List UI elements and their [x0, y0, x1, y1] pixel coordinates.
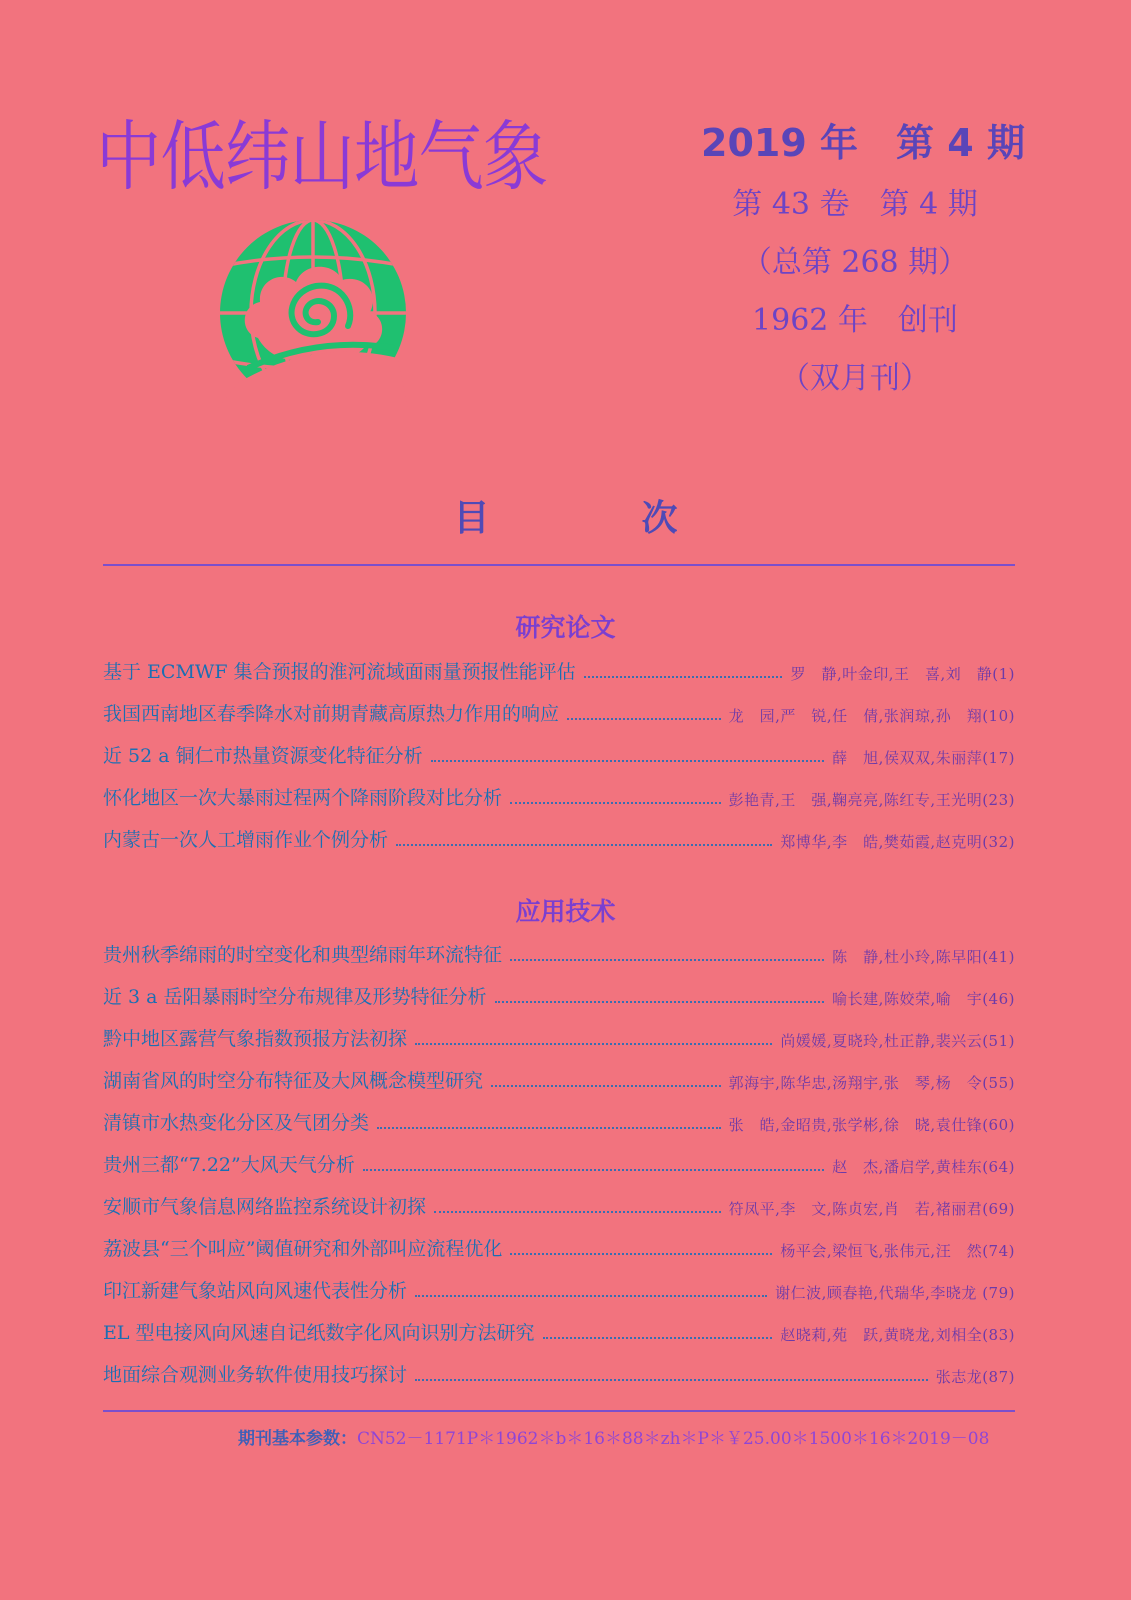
dot-leader: [377, 1127, 721, 1129]
toc-entry[interactable]: [103, 1189, 1015, 1219]
dot-leader: [415, 1379, 928, 1381]
toc-entry[interactable]: [103, 696, 1015, 726]
founded-year: 1962 年 创刊: [752, 303, 958, 338]
entry-title: 近 3 a 岳阳暴雨时空分布规律及形势特征分析: [103, 986, 487, 1008]
dot-leader: [543, 1337, 773, 1339]
dot-leader: [431, 760, 825, 762]
entry-authors: 赵 杰,潘启学,黄桂东(64): [832, 1158, 1015, 1176]
entry-authors: 张志龙(87): [935, 1368, 1015, 1386]
toc-entry[interactable]: [103, 1105, 1015, 1135]
entry-title: 贵州秋季绵雨的时空变化和典型绵雨年环流特征: [103, 944, 503, 966]
dot-leader: [510, 802, 721, 804]
entry-authors: 龙 园,严 锐,任 倩,张润琼,孙 翔(10): [728, 707, 1015, 725]
dot-leader: [584, 676, 783, 678]
issue-info: [660, 118, 1050, 408]
entry-authors: 谢仁波,顾春艳,代瑞华,李晓龙 (79): [775, 1284, 1015, 1302]
toc-entry[interactable]: [103, 979, 1015, 1009]
dot-leader: [434, 1211, 721, 1213]
toc-entry[interactable]: [103, 738, 1015, 768]
entry-authors: 尚媛媛,夏晓玲,杜正静,裴兴云(51): [780, 1032, 1015, 1050]
entry-title: 基于 ECMWF 集合预报的淮河流域面雨量预报性能评估: [103, 661, 576, 683]
entry-title: EL 型电接风向风速自记纸数字化风向识别方法研究: [103, 1322, 535, 1344]
entry-title: 地面综合观测业务软件使用技巧探讨: [103, 1364, 408, 1386]
dot-leader: [396, 844, 772, 846]
entry-authors: 陈 静,杜小玲,陈早阳(41): [832, 948, 1015, 966]
dot-leader: [415, 1295, 767, 1297]
entry-authors: 喻长建,陈姣荣,喻 宇(46): [832, 990, 1015, 1008]
dot-leader: [363, 1169, 824, 1171]
toc-entry[interactable]: [103, 780, 1015, 810]
year-issue: 2019 年 第 4 期: [701, 121, 1025, 165]
toc-entry[interactable]: [103, 1231, 1015, 1261]
entry-title: 安顺市气象信息网络监控系统设计初探: [103, 1196, 427, 1218]
toc-entry[interactable]: [103, 1273, 1015, 1303]
dot-leader: [495, 1001, 825, 1003]
toc-entry[interactable]: [103, 1063, 1015, 1093]
dot-leader: [510, 959, 824, 961]
volume-issue: 第 43 卷 第 4 期: [732, 187, 978, 222]
entry-title: 黔中地区露营气象指数预报方法初探: [103, 1028, 408, 1050]
toc-entry[interactable]: [103, 1021, 1015, 1051]
toc-entry[interactable]: [103, 1315, 1015, 1345]
entry-title: 怀化地区一次大暴雨过程两个降雨阶段对比分析: [103, 787, 503, 809]
divider-bottom: [103, 1410, 1015, 1412]
entry-authors: 符凤平,李 文,陈贞宏,肖 若,褚丽君(69): [728, 1200, 1015, 1218]
dot-leader: [510, 1253, 772, 1255]
dot-leader: [567, 718, 721, 720]
entry-title: 贵州三都“7.22”大风天气分析: [103, 1154, 355, 1176]
toc-entry[interactable]: [103, 937, 1015, 967]
entry-authors: 赵晓莉,苑 跃,黄晓龙,刘相全(83): [780, 1326, 1015, 1344]
toc-entry[interactable]: [103, 1357, 1015, 1387]
total-issue: （总第 268 期）: [741, 245, 969, 280]
entry-title: 湖南省风的时空分布特征及大风概念模型研究: [103, 1070, 484, 1092]
toc-heading: 目 次: [453, 498, 736, 539]
entry-title: 近 52 a 铜仁市热量资源变化特征分析: [103, 745, 423, 767]
entry-title: 我国西南地区春季降水对前期青藏高原热力作用的响应: [103, 703, 560, 725]
entry-authors: 彭艳青,王 强,鞠亮亮,陈红专,王光明(23): [728, 791, 1015, 809]
entry-title: 印江新建气象站风向风速代表性分析: [103, 1280, 408, 1302]
journal-params: [238, 1424, 989, 1449]
entry-authors: 郑博华,李 皓,樊茹霞,赵克明(32): [780, 833, 1015, 851]
entry-authors: 杨平会,梁恒飞,张伟元,汪 然(74): [780, 1242, 1015, 1260]
params-label: 期刊基本参数：: [238, 1429, 357, 1449]
toc-entry[interactable]: [103, 654, 1015, 684]
dot-leader: [491, 1085, 721, 1087]
journal-logo-icon: [218, 218, 408, 408]
entry-authors: 郭海宇,陈华忠,汤翔宇,张 琴,杨 令(55): [728, 1074, 1015, 1092]
divider-top: [103, 564, 1015, 566]
publication-frequency: （双月刊）: [780, 361, 930, 396]
toc-entry[interactable]: [103, 1147, 1015, 1177]
section-title-research: 研究论文: [515, 613, 616, 642]
params-value: CN52－1171P＊1962＊b＊16＊88＊zh＊P＊￥25.00＊1500＊16＊2019－08: [357, 1429, 990, 1449]
section-title-applied: 应用技术: [515, 897, 616, 926]
entry-title: 内蒙古一次人工增雨作业个例分析: [103, 829, 389, 851]
entry-authors: 薛 旭,侯双双,朱丽萍(17): [832, 749, 1015, 767]
journal-title: 中低纬山地气象: [96, 112, 548, 201]
dot-leader: [415, 1043, 772, 1045]
entry-authors: 张 皓,金昭贵,张学彬,徐 晓,袁仕锋(60): [728, 1116, 1015, 1134]
entry-title: 清镇市水热变化分区及气团分类: [103, 1112, 370, 1134]
entry-authors: 罗 静,叶金印,王 喜,刘 静(1): [790, 665, 1015, 683]
entry-title: 荔波县“三个叫应”阈值研究和外部叫应流程优化: [103, 1238, 503, 1260]
toc-entry[interactable]: [103, 822, 1015, 852]
